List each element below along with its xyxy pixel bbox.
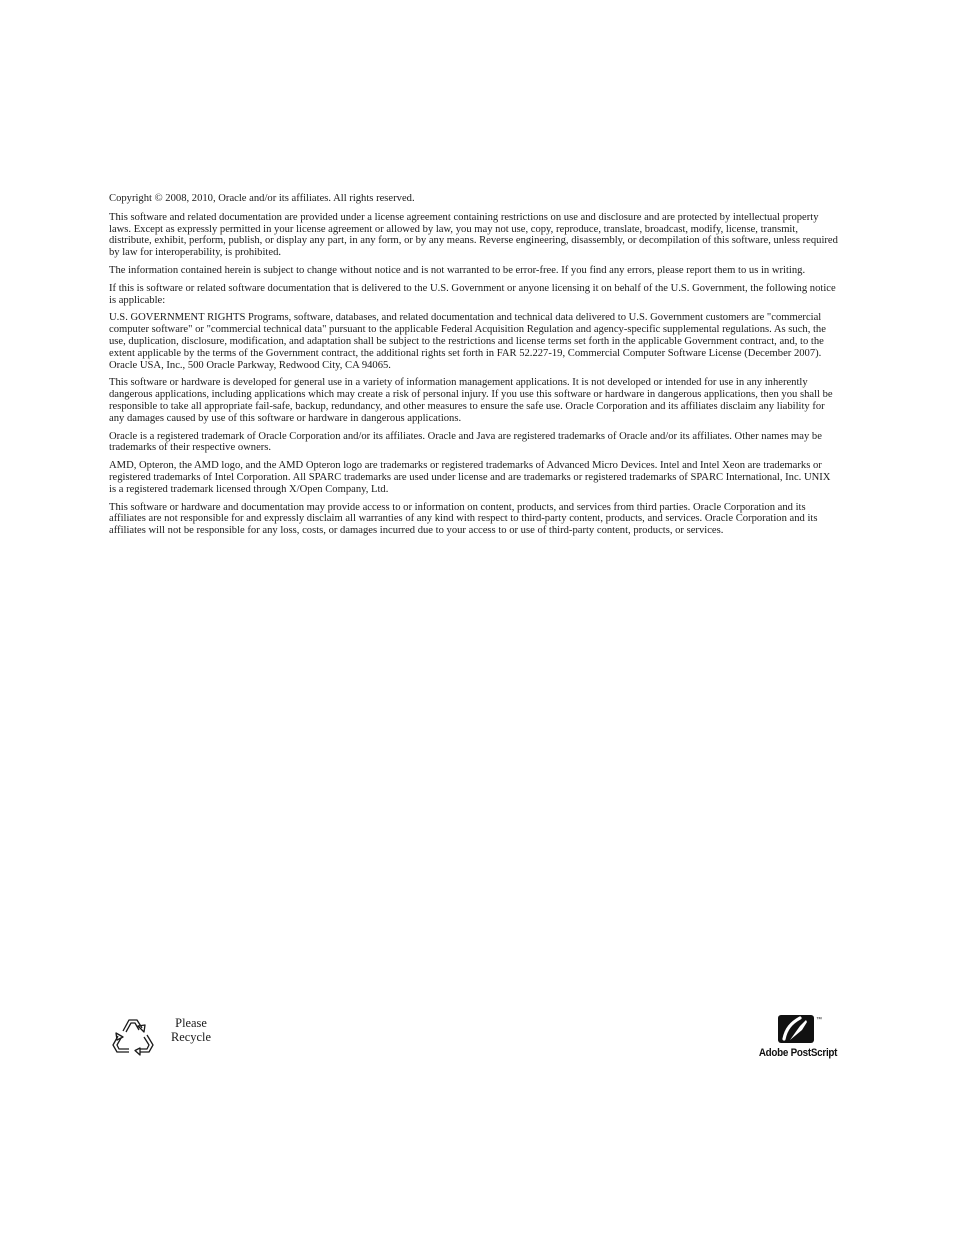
dangerous-applications-paragraph: This software or hardware is developed for general use in a variety of information management applications. It is not developed or intended for use in any inherently dangerous applications, including applications which may create a risk of personal injury. If you use this software or hardware in dangerous applications, then you shall be responsible to take all appropriate fail-safe, backup, redundancy, and other measures to ensure the safe use. Oracle Corporation and its affiliates disclaim any liability for any damages caused by use of this software or hardware in dangerous applications.: [109, 377, 833, 424]
recycle-caption-line2: Recycle: [171, 1030, 211, 1044]
legal-notice: [109, 193, 839, 543]
error-free-paragraph: The information contained herein is subject to change without notice and is not warranted to be error-free. If you find any errors, please report them to us in writing.: [109, 264, 806, 276]
oracle-trademark-paragraph: Oracle is a registered trademark of Oracle Corporation and/or its affiliates. Oracle and Java are registered trademarks of Oracle and/or its affiliates. Other names may be trademarks of their respective owners.: [109, 430, 822, 454]
license-paragraph: This software and related documentation are provided under a license agreement containing restrictions on use and disclosure and are protected by intellectual property laws. Except as expressly permitted in your license agreement or allowed by law, you may not use, copy, reproduce, translate, broadcast, modify, license, transmit, distribute, exhibit, perform, publish, or display any part, in any form, or by any means. Reverse engineering, disassembly, or decompilation of this software, unless required by law for interoperability, is prohibited.: [109, 211, 838, 259]
adobe-postscript-label: Adobe PostScript: [758, 1047, 838, 1059]
recycle-icon: [109, 1012, 157, 1060]
please-recycle-mark: [109, 1012, 229, 1062]
third-party-paragraph: This software or hardware and documentation may provide access to or information on content, products, and services from third parties. Oracle Corporation and its affiliates are not responsible for and expressly disclaim all warranties of any kind with respect to third-party content, products, and services. Oracle Corporation and its affiliates will not be responsible for any loss, costs, or damages incurred due to your access to or use of third-party content, products, or services.: [109, 501, 818, 537]
government-rights-paragraph: U.S. GOVERNMENT RIGHTS Programs, software, databases, and related documentation and technical data delivered to U.S. Government customers are "commercial computer software" or "commercial technical data" pursuant to the applicable Federal Acquisition Regulation and agency-specific supplemental regulations. As such, the use, duplication, disclosure, modification, and adaptation shall be subject to the restrictions and license terms set forth in the applicable Government contract, and, to the extent applicable by the terms of the Government contract, the additional rights set forth in FAR 52.227-19, Commercial Computer Software License (December 2007). Oracle USA, Inc., 500 Oracle Parkway, Redwood City, CA 94065.: [109, 312, 826, 371]
recycle-caption-line1: Please: [175, 1016, 207, 1030]
trademark-symbol: ™: [816, 1017, 822, 1023]
government-notice-paragraph: If this is software or related software documentation that is delivered to the U.S. Government or anyone licensing it on behalf of the U.S. Government, the following notice is applicable:: [109, 282, 836, 306]
adobe-postscript-mark: [752, 1012, 844, 1068]
amd-intel-trademark-paragraph: AMD, Opteron, the AMD logo, and the AMD Opteron logo are trademarks or registered trademarks of Advanced Micro Devices. Intel and Intel Xeon are trademarks or registered trademarks of Intel Corporation. All SPARC trademarks are used under license and are trademarks or registered trademarks of SPARC International, Inc. UNIX is a registered trademark licensed through X/Open Company, Ltd.: [109, 460, 831, 495]
adobe-postscript-logo-icon: [776, 1012, 824, 1046]
recycle-caption: [167, 1016, 215, 1044]
copyright-line: Copyright © 2008, 2010, Oracle and/or its affiliates. All rights reserved.: [109, 193, 415, 204]
